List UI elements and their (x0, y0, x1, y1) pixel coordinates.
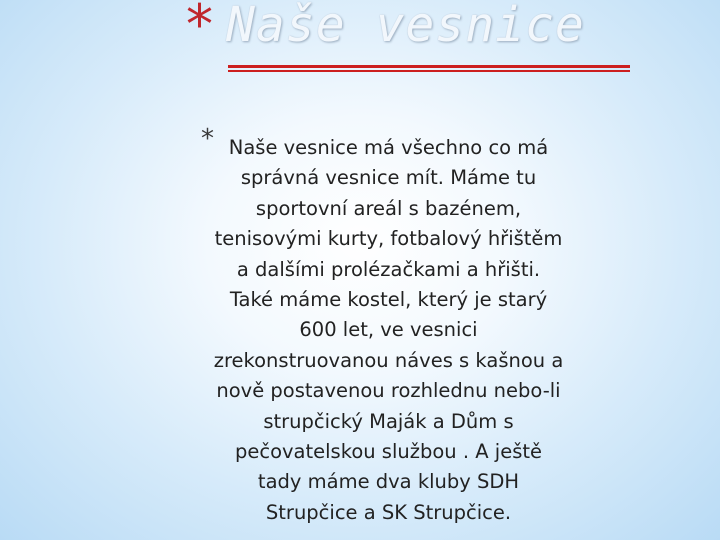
body-line: sportovní areál s bazénem, (255, 196, 522, 220)
body-line: zrekonstruovanou náves s kašnou a (213, 348, 564, 372)
body-line: a dalšími prolézačkami a hřišti. (236, 257, 541, 281)
body-line: Strupčice a SK Strupčice. (265, 500, 512, 524)
slide-title: Naše vesnice (226, 0, 585, 53)
title-underline (228, 65, 630, 72)
body-line: Naše vesnice má všechno co má (228, 136, 549, 159)
body-line: strupčický Maják a Dům s (263, 409, 514, 433)
body-bullet-asterisk: * (201, 124, 214, 154)
body-line: Také máme kostel, který je starý (229, 288, 548, 312)
title-bullet-asterisk: * (186, 0, 213, 56)
body-line: pečovatelskou službou . A ještě (234, 440, 542, 464)
body-line: tenisovými kurty, fotbalový hřištěm (214, 227, 563, 251)
body-line: správná vesnice mít. Máme tu (240, 166, 537, 190)
body-line: nově postavenou rozhlednu nebo-li (216, 379, 561, 403)
body-line: tady máme dva kluby SDH (257, 470, 520, 494)
body-paragraph (186, 133, 591, 528)
body-line: 600 let, ve vesnici (299, 318, 478, 342)
